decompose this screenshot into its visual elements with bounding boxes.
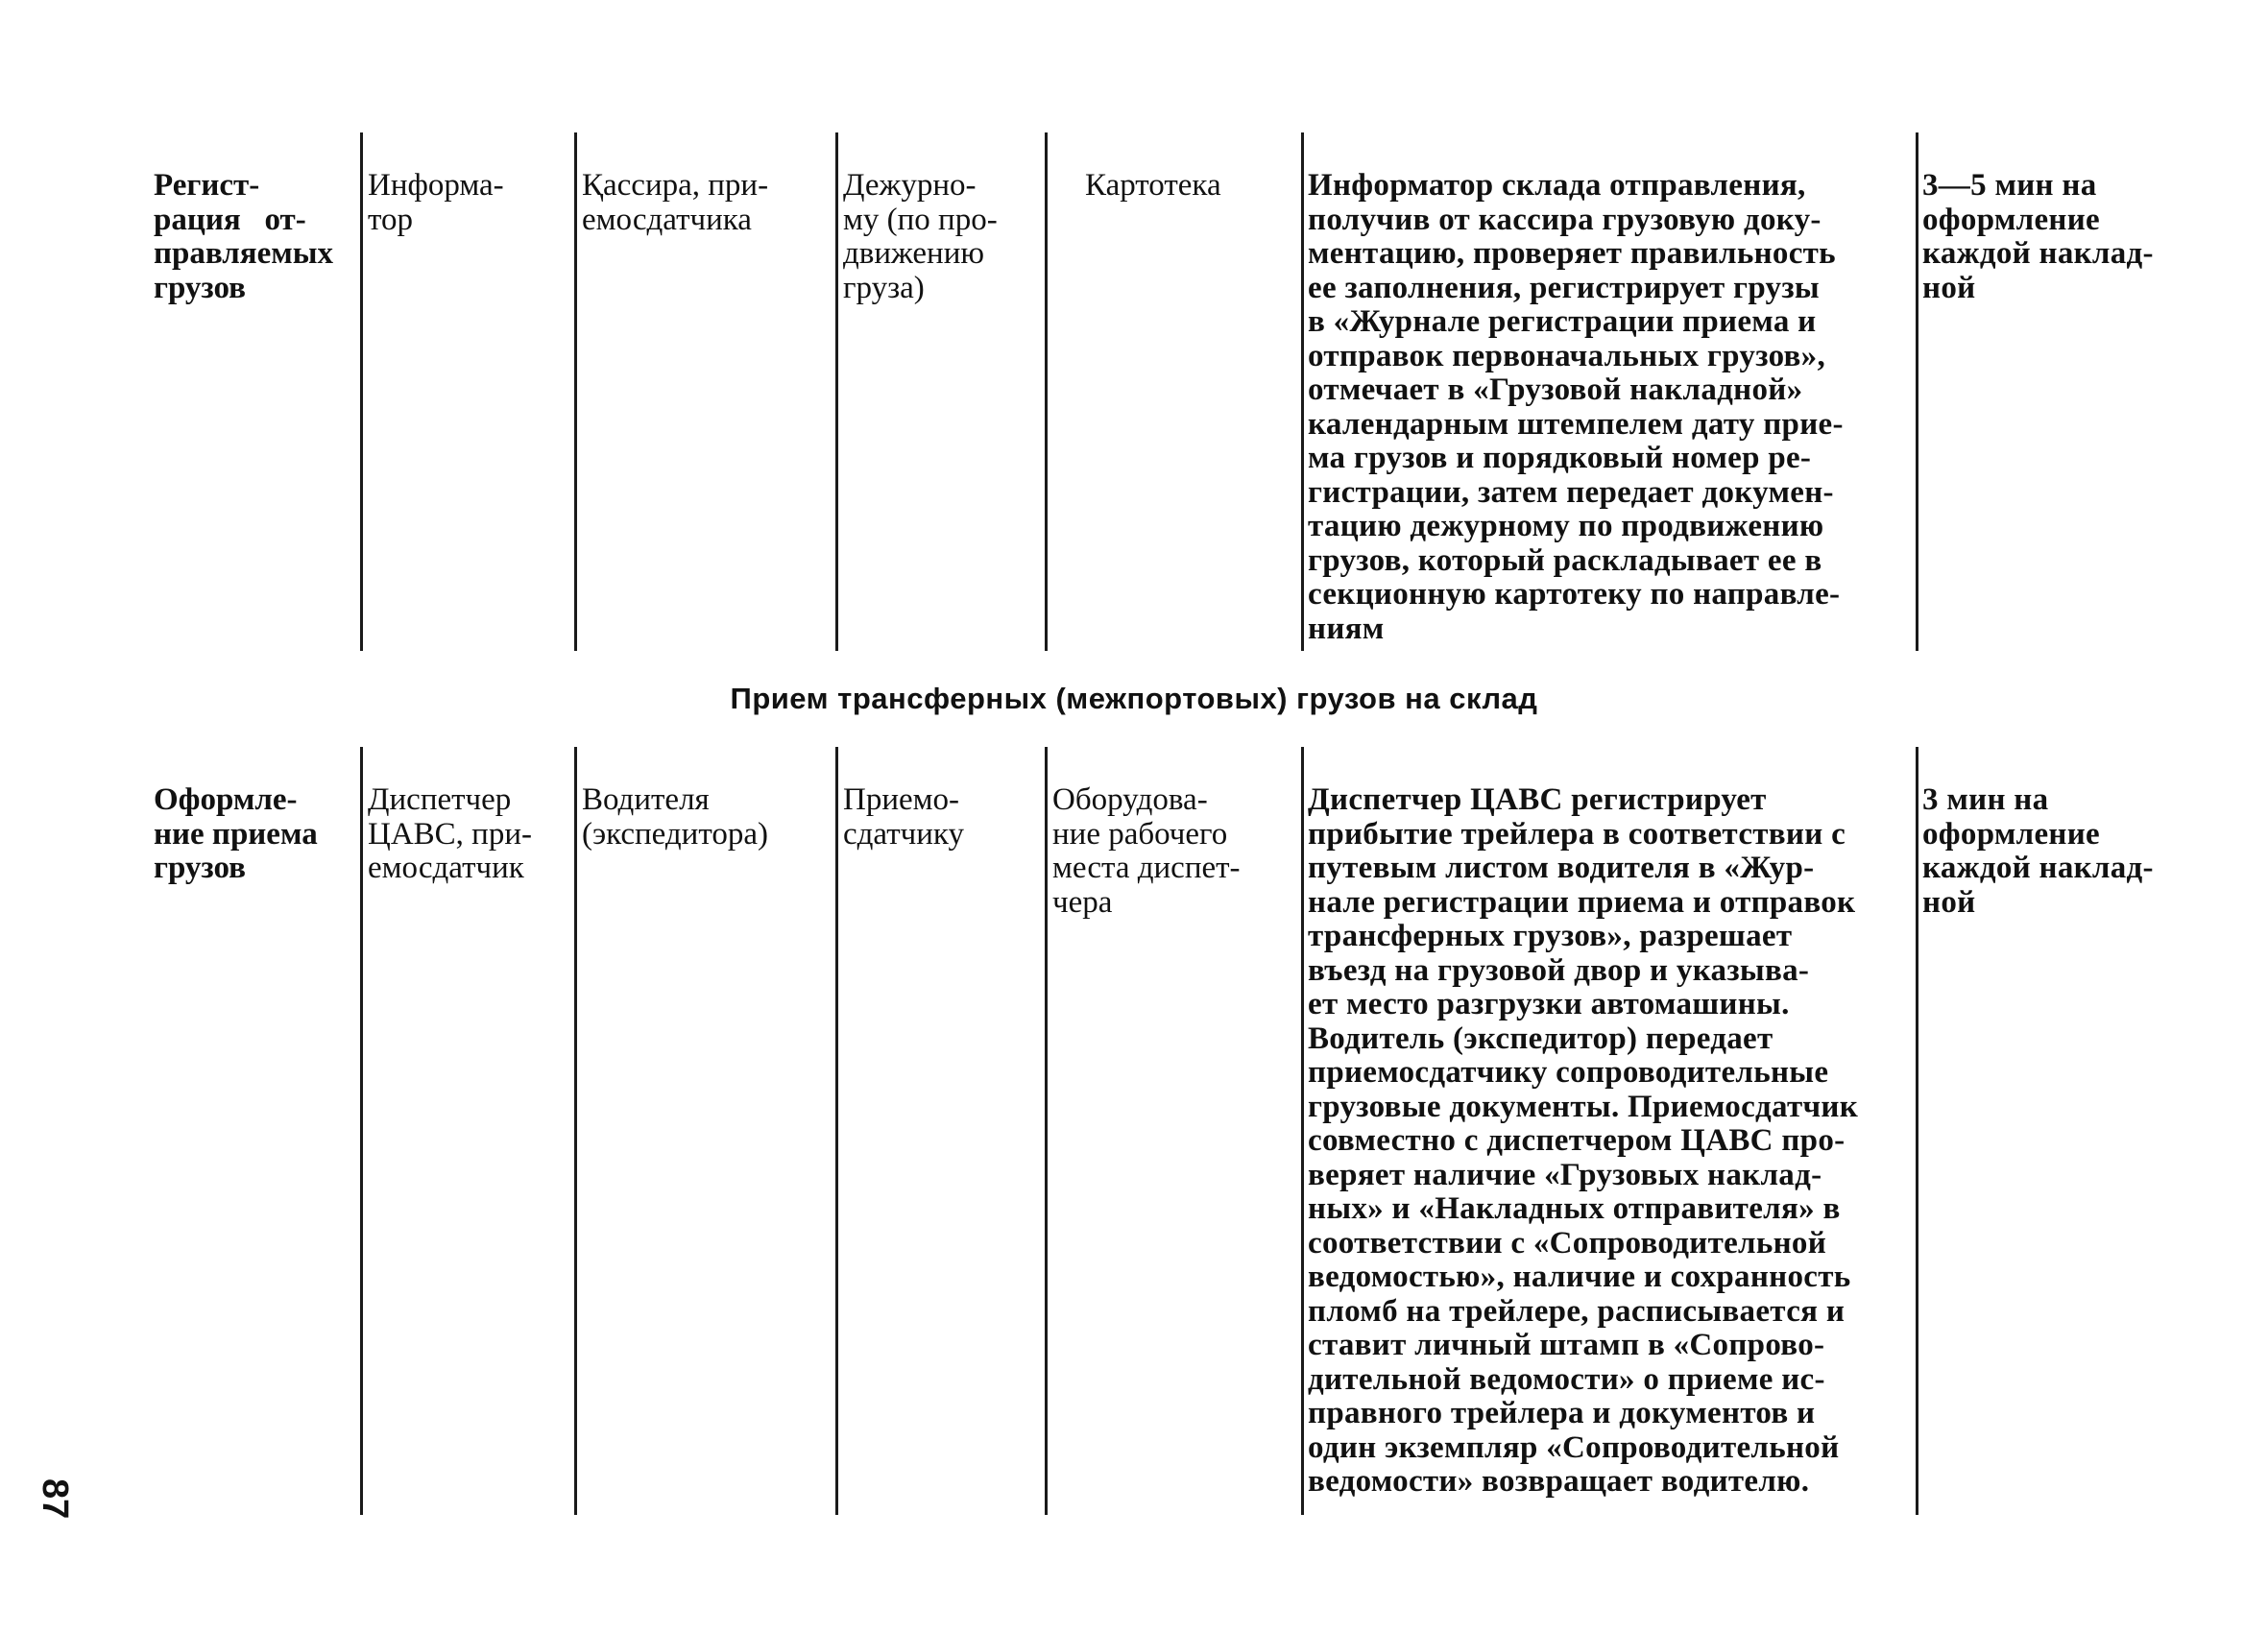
- section-heading: Прием трансферных (межпортовых) грузов на склад: [730, 682, 1538, 715]
- stage-cell: Оформле- ние приема грузов: [154, 782, 318, 885]
- column-divider: [360, 132, 363, 651]
- description-cell: Информатор склада отправления, получив от кассира грузовую доку- ментацию, проверяет правильность ее заполнения, регистрирует грузы в «Журнале регистрации приема и отправок первоначальных грузов», отмечает в «Грузовой накладной» календарным штемпелем дату прие- ма грузов и порядковый номер ре- гистрации, затем передает докумен- тацию дежурному по продвижению грузов, который раскладывает ее в секционную картотеку по направле- ниям: [1308, 168, 1844, 646]
- executor-cell: Информа- тор: [368, 168, 504, 237]
- norm-cell: 3 мин на оформление каждой наклад- ной: [1922, 782, 2154, 920]
- column-divider: [1301, 132, 1304, 651]
- description-cell: Диспетчер ЦАВС регистрирует прибытие трейлера в соответствии с путевым листом водителя в «Жур- нале регистрации приема и отправок трансферных грузов», разрешает въезд на грузовой двор и указыва- ет место разгрузки автомашины. Водитель (экспедитор) передает приемосдатчику сопроводительные грузовые документы. Приемосдатчик совместно с диспетчером ЦАВС про- веряет наличие «Грузовых наклад- ных» и «Накладных отправителя» в соответствии с «Сопроводительной ведомостью», наличие и сохранность пломб на трейлере, расписывается и ставит личный штамп в «Сопрово- дительной ведомости» о приеме ис- правного трейлера и документов и один экземпляр «Сопроводительной ведомости» возвращает водителю.: [1308, 782, 1859, 1499]
- column-divider: [835, 747, 838, 1515]
- equipment-cell: Картотека: [1085, 168, 1221, 203]
- column-divider: [835, 132, 838, 651]
- table-row: [144, 132, 2189, 651]
- equipment-cell: Оборудова- ние рабочего места диспет- чера: [1052, 782, 1241, 920]
- column-divider: [1916, 132, 1918, 651]
- stage-cell: Регист- рация от- правляемых грузов: [154, 168, 334, 305]
- from-whom-cell: Қассира, при- емосдатчика: [582, 168, 769, 237]
- page-number: 87: [35, 1478, 75, 1520]
- from-whom-cell: Водителя (экспедитора): [582, 782, 768, 852]
- column-divider: [1916, 747, 1918, 1515]
- column-divider: [360, 747, 363, 1515]
- executor-cell: Диспетчер ЦАВС, при- емосдатчик: [368, 782, 532, 885]
- column-divider: [1045, 132, 1048, 651]
- norm-cell: 3—5 мин на оформление каждой наклад- ной: [1922, 168, 2154, 305]
- to-whom-cell: Приемо- сдатчику: [843, 782, 964, 852]
- column-divider: [574, 132, 577, 651]
- column-divider: [1045, 747, 1048, 1515]
- column-divider: [1301, 747, 1304, 1515]
- column-divider: [574, 747, 577, 1515]
- to-whom-cell: Дежурно- му (по про- движению груза): [843, 168, 998, 305]
- table-row: [144, 747, 2189, 1515]
